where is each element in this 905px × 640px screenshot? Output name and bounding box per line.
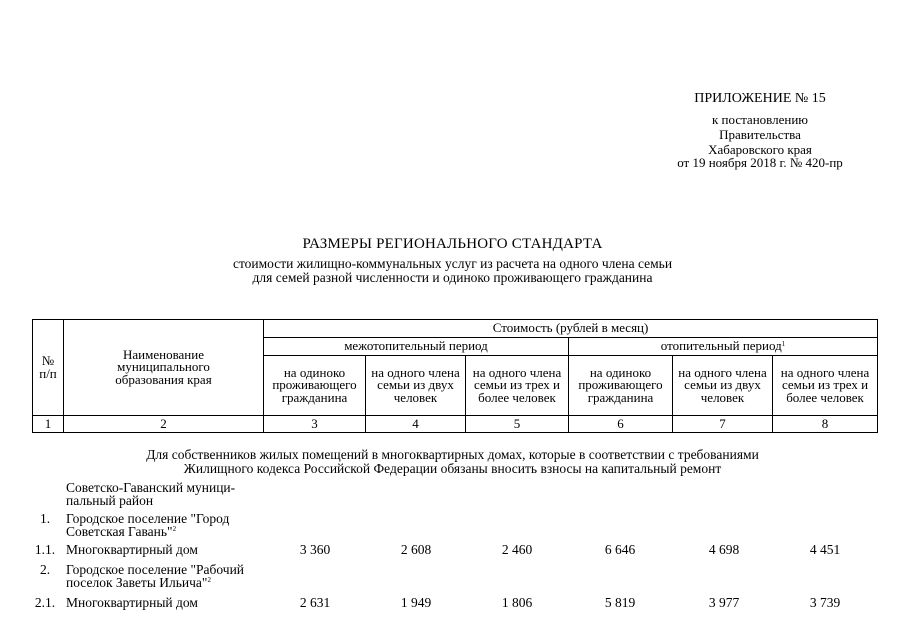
section-note-line-1: Для собственников жилых помещений в многоквартирных домах, которые в соответствии с требованиями xyxy=(146,447,759,462)
header-three-1: на одного члена семьи из трех и более человек xyxy=(466,356,569,416)
row-name: Городское поселение "Рабочий поселок Заветы Ильича"$^2$ xyxy=(66,562,245,590)
value-cell: 5 819 xyxy=(604,595,636,610)
row-number: 2.1. xyxy=(34,595,56,610)
document-title: РАЗМЕРЫ РЕГИОНАЛЬНОГО СТАНДАРТА xyxy=(302,236,603,252)
header-period-non-heating: межотопительный период xyxy=(264,338,569,356)
appendix-reference xyxy=(640,112,880,157)
header-period-heating xyxy=(569,338,878,356)
header-two-2: на одного члена семьи из двух человек xyxy=(673,356,773,416)
section-note-line-2: Жилищного кодекса Российской Федерации обязаны вносить взносы на капитальный ремонт xyxy=(183,461,722,476)
appendix-date: от 19 ноября 2018 г. № 420-пр xyxy=(677,155,843,170)
column-number-cell: 1 xyxy=(33,416,64,433)
column-number-cell: 7 xyxy=(673,416,773,433)
header-three-2: на одного члена семьи из трех и более человек xyxy=(773,356,878,416)
row-number: 2. xyxy=(39,562,51,577)
header-period-heating-label: отопительный период xyxy=(660,338,782,354)
value-cell: 2 608 xyxy=(400,542,432,557)
value-cell: 2 460 xyxy=(501,542,533,557)
header-col-number: № п/п xyxy=(33,320,64,416)
column-number-cell: 6 xyxy=(569,416,673,433)
appendix-line-3: Хабаровского края xyxy=(708,142,812,157)
footnote-mark: 2 xyxy=(207,576,211,584)
value-cell: 1 806 xyxy=(501,595,533,610)
row-number: 1. xyxy=(39,511,51,526)
header-single-1: на одиноко проживающего гражданина xyxy=(264,356,366,416)
value-cell: 3 360 xyxy=(299,542,331,557)
row-name: Городское поселение "Город Советская Гавань"$^2$ xyxy=(66,511,230,539)
standards-table-header xyxy=(32,319,878,433)
footnote-mark: 1 xyxy=(781,340,786,349)
footnote-mark: 2 xyxy=(172,525,177,533)
row-name: Многоквартирный дом xyxy=(66,595,198,610)
value-cell: 4 451 xyxy=(809,542,841,557)
section-note xyxy=(0,448,905,476)
value-cell: 1 949 xyxy=(400,595,432,610)
column-number-cell: 8 xyxy=(773,416,878,433)
appendix-line-2: Правительства xyxy=(719,127,801,142)
header-two-1: на одного члена семьи из двух человек xyxy=(366,356,466,416)
column-number-cell: 5 xyxy=(466,416,569,433)
document-subtitle xyxy=(0,257,905,285)
column-number-cell: 2 xyxy=(64,416,264,433)
value-cell: 6 646 xyxy=(604,542,636,557)
value-cell: 4 698 xyxy=(708,542,740,557)
value-cell: 3 739 xyxy=(809,595,841,610)
appendix-line-1: к постановлению xyxy=(711,112,809,127)
header-cost: Стоимость (рублей в месяц) xyxy=(264,320,878,338)
row-name: Советско-Гаванский муници- пальный район xyxy=(66,480,236,508)
appendix-title: ПРИЛОЖЕНИЕ № 15 xyxy=(694,91,826,106)
row-name: Многоквартирный дом xyxy=(66,542,198,557)
column-number-cell: 3 xyxy=(264,416,366,433)
header-single-2: на одиноко проживающего гражданина xyxy=(569,356,673,416)
subtitle-line-1: стоимости жилищно-коммунальных услуг из расчета на одного члена семьи xyxy=(232,256,673,271)
subtitle-line-2: для семей разной численности и одиноко проживающего гражданина xyxy=(252,270,653,285)
value-cell: 3 977 xyxy=(708,595,740,610)
header-col-name: Наименование муниципального образования края xyxy=(64,320,264,416)
row-number: 1.1. xyxy=(34,542,56,557)
column-number-cell: 4 xyxy=(366,416,466,433)
value-cell: 2 631 xyxy=(299,595,331,610)
